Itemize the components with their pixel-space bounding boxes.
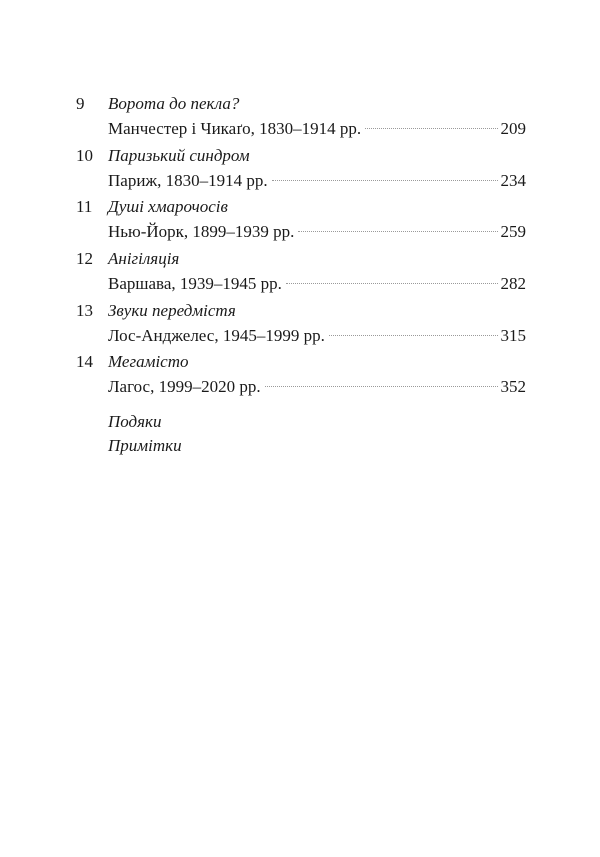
chapter-place: Лос-Анджелес, 1945–1999 рр. <box>108 325 325 345</box>
chapter-title: Ворота до пекла? <box>108 94 240 113</box>
chapter-title: Душі хмарочосів <box>108 197 228 217</box>
chapter-place: Манчестер і Чикаґо, 1830–1914 рр. <box>108 119 362 138</box>
chapter-place: Варшава, 1939–1945 рр. <box>108 274 282 294</box>
chapter-title: Анігіляція <box>108 249 180 269</box>
chapter-subline <box>108 169 526 194</box>
back-matter <box>108 410 182 458</box>
page-number: 259 <box>500 222 526 242</box>
toc-entry <box>76 144 526 194</box>
page-number: 352 <box>500 377 526 397</box>
dot-leader <box>272 180 498 181</box>
toc-entry <box>76 247 526 297</box>
table-of-contents <box>76 92 526 402</box>
dot-leader <box>286 283 498 284</box>
page-number: 234 <box>500 170 526 190</box>
toc-entry <box>76 299 526 349</box>
page-number: 315 <box>500 325 526 345</box>
chapter-number: 12 <box>76 249 93 269</box>
chapter-title: Паризький синдром <box>108 145 250 165</box>
notes-entry: Примітки <box>108 436 182 455</box>
page-number: 209 <box>500 119 526 138</box>
chapter-place: Нью-Йорк, 1899–1939 рр. <box>108 222 295 242</box>
dot-leader <box>365 128 497 129</box>
chapter-subline <box>108 375 526 400</box>
toc-entry <box>76 195 526 245</box>
dot-leader <box>265 386 498 387</box>
chapter-subline <box>108 117 526 142</box>
chapter-subline <box>108 272 526 297</box>
chapter-number: 13 <box>76 300 93 320</box>
chapter-place: Лагос, 1999–2020 рр. <box>108 377 261 397</box>
chapter-number: 9 <box>76 94 85 113</box>
chapter-place: Париж, 1830–1914 рр. <box>108 170 268 190</box>
chapter-number: 14 <box>76 352 93 372</box>
toc-entry <box>76 92 526 142</box>
chapter-number: 10 <box>76 145 93 165</box>
chapter-subline <box>108 324 526 349</box>
page-number: 282 <box>500 274 526 294</box>
toc-entry <box>76 350 526 400</box>
chapter-number: 11 <box>76 197 93 217</box>
dot-leader <box>298 231 497 232</box>
chapter-title: Звуки передмістя <box>108 300 236 320</box>
acknowledgements-entry: Подяки <box>108 412 162 431</box>
chapter-subline <box>108 220 526 245</box>
dot-leader <box>329 335 498 336</box>
chapter-title: Мегамісто <box>108 352 189 372</box>
